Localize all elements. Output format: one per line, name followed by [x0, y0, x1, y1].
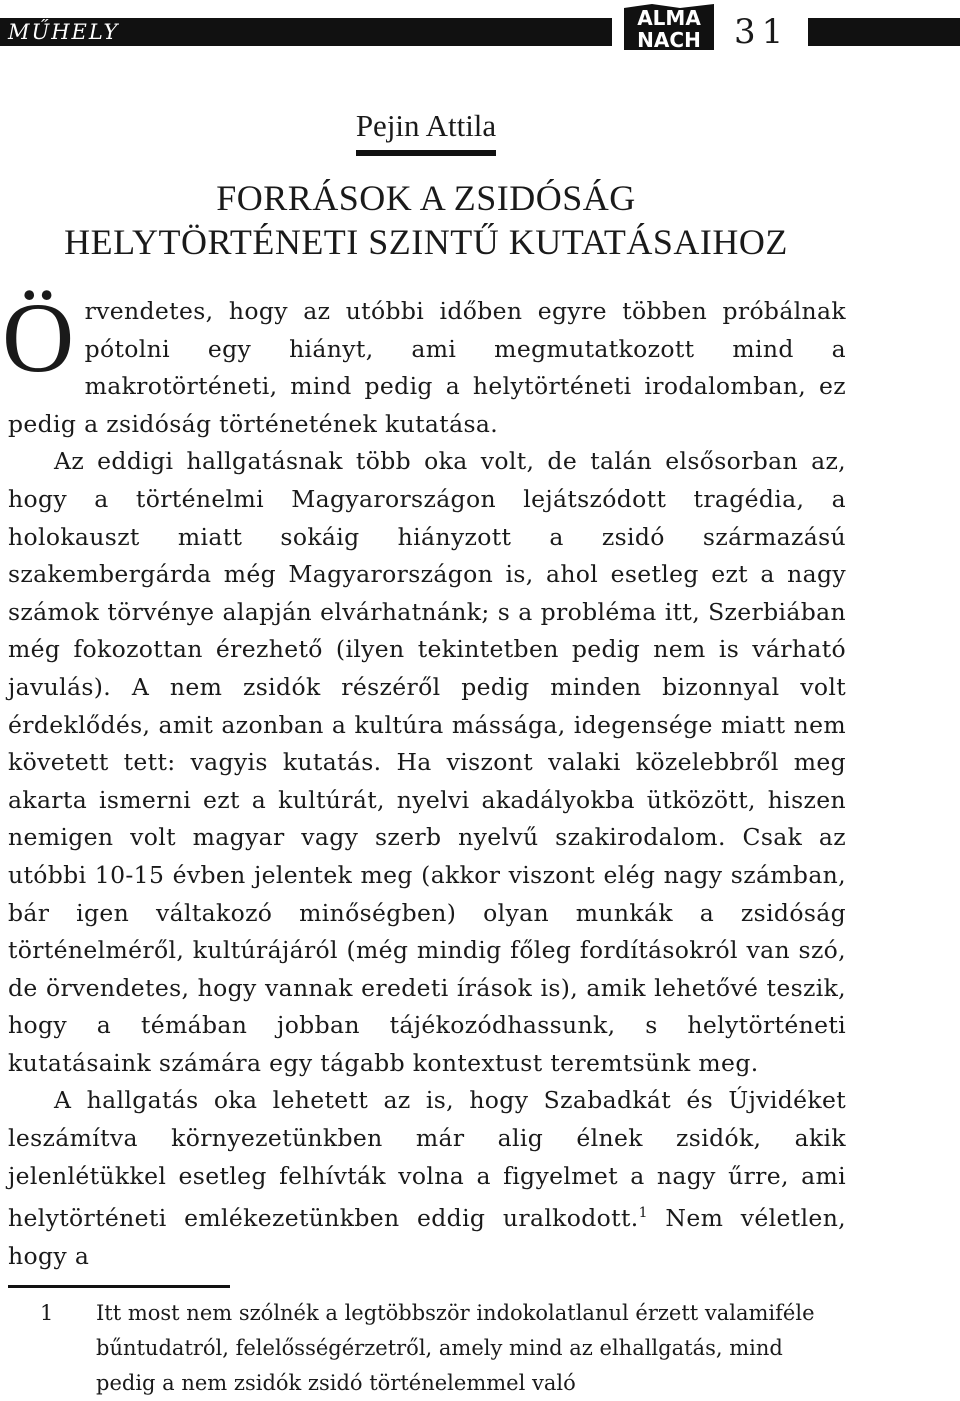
title-line-1: FORRÁSOK A ZSIDÓSÁG	[216, 178, 636, 218]
paragraph-3-continuation: Nem véletlen, hogy a	[8, 1204, 846, 1270]
article-title	[0, 176, 852, 264]
paragraph-2: Az eddigi hallgatásnak több oka volt, de talán elsősorban az, hogy a történelmi Magyarországon lejátszódott tragédia, a holokauszt miatt sokáig hiányzott a zsidó származású szakembergárda még Magyarországon is, ahol esetleg ezt a nagy számok törvénye alapján elvárhatnánk; s a probléma itt, Szerbiában még fokozottan érezhető (ilyen tekintetben pedig nem is várható javulás). A nem zsidók részéről pedig minden bizonnyal volt érdeklődés, amit azonban a kultúra mássága, idegensége miatt nem követett tett: vagyis kutatás. Ha viszont valaki közelebbről meg akarta ismerni ezt a kultúrát, nyelvi akadályokba ütközött, hiszen nemigen volt magyar vagy szerb nyelvű szakirodalom. Csak az utóbbi 10-15 évben jelentek meg (akkor viszont elég nagy számban, bár igen váltakozó minőségben) olyan munkák a zsidóság történelméről, kultúrájáról (még mindig főleg fordításokról van szó, de örvendetes, hogy vannak eredeti írások is), amik lehetővé teszik, hogy a témában jobban tájékozódhassunk, s helytörténeti kutatásaink számára egy tágabb kontextust teremtsünk meg.	[8, 447, 846, 1077]
footnote	[40, 1296, 830, 1401]
logo-top-text: ALMA	[637, 6, 701, 30]
article-author: Pejin Attila	[355, 108, 497, 143]
section-label: MŰHELY	[8, 20, 120, 44]
paragraph-1	[2, 282, 846, 443]
paragraph-1-text: rvendetes, hogy az utóbbi időben egyre többen próbálnak pótolni egy hiányt, ami megmutatkozott mind a makrotörténeti, mind pedig a helytörténeti irodalomban, ez pedig a zsidóság történetének kutatása.	[8, 297, 846, 438]
almanach-logo	[622, 2, 716, 52]
footnote-rule	[8, 1285, 230, 1288]
drop-cap: Ö	[2, 282, 75, 393]
paragraph-3	[8, 1082, 846, 1275]
title-line-2: HELYTÖRTÉNETI SZINTŰ KUTATÁSAIHOZ	[64, 222, 788, 262]
header-bar-right	[808, 18, 960, 46]
page-header	[0, 0, 960, 60]
footnote-text: Itt most nem szólnék a legtöbbször indokolatlanul érzett valamiféle bűntudatról, felelősségérzetről, amely mind az elhallgatás, mind pedig a nem zsidók zsidó történelemmel való	[96, 1301, 815, 1395]
article-body	[2, 282, 846, 1275]
footnote-number: 1	[40, 1301, 54, 1325]
logo-bottom-text: NACH	[637, 28, 701, 52]
page-number: 31	[734, 12, 790, 52]
author-rule	[356, 150, 496, 156]
footnote-reference[interactable]: 1	[638, 1205, 648, 1222]
paragraph-3-text: A hallgatás oka lehetett az is, hogy Szabadkát és Újvidéket leszámítva környezetünkben már alig élnek zsidók, akik jelenlétükkel esetleg felhívták volna a figyelmet a nagy űrre, ami helytörténeti emlékezetünkben eddig uralkodott.	[8, 1086, 846, 1233]
